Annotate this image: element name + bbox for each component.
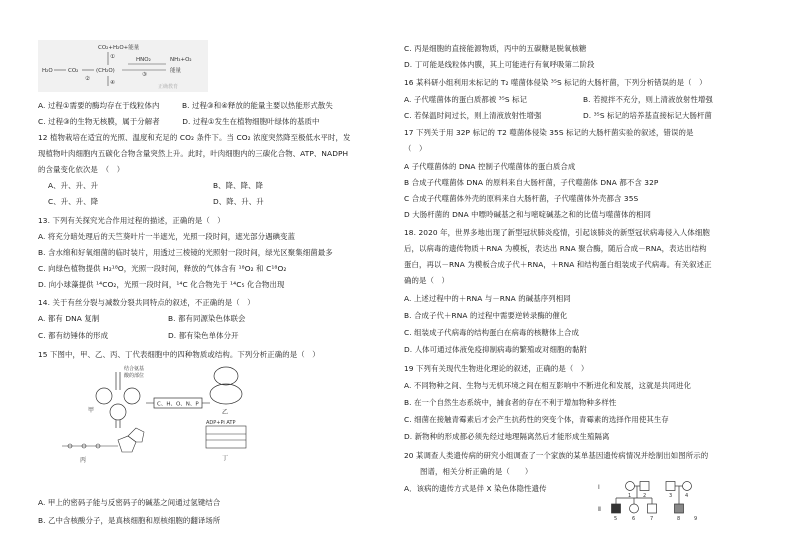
site-label-line2: 酸的部位 (124, 373, 145, 379)
adp-atp-label: ADP+Pi ATP (206, 420, 236, 426)
fig-watermark: 正确教育 (158, 84, 179, 90)
fig-label-hno2: HNO₂ (136, 57, 151, 63)
elements-label: C、H、O、N、P (157, 401, 199, 408)
q19-option-a: A. 不同物种之间、生物与无机环境之间在相互影响中不断进化和发展，这就是共同进化 (404, 381, 692, 390)
label-yi: 乙 (222, 409, 229, 416)
q18-option-b: B. 合成子代＋RNA 的过程中需要逆转录酶的催化 (404, 311, 568, 320)
q18-stem-line3: 蛋白，再以－RNA 为模板合成子代＋RNA，＋RNA 和结构蛋白组装成子代病毒。有关叙述正 (404, 260, 712, 269)
q17-option-b: B 合成子代噬菌体 DNA 的原料来自大肠杆菌，子代噬菌体 DNA 都不含 32P (404, 178, 659, 187)
q18-option-c: C. 组装成子代病毒的结构蛋白在病毒的核糖体上合成 (404, 328, 579, 337)
site-label-line1: 结合氨基 (124, 366, 145, 372)
q17-paren: （ ） (404, 144, 427, 153)
pedigree-num-6: 6 (632, 516, 636, 522)
pedigree-num-8: 8 (677, 516, 681, 522)
pedigree-num-2: 2 (643, 493, 647, 499)
fig-label-h2o: H₂O (42, 68, 53, 74)
q19-option-c: C. 细菌在接触青霉素后才会产生抗药性的突变个体，青霉素的选择作用使其生存 (404, 415, 669, 424)
metabolism-figure (38, 40, 208, 92)
pedigree-female-1 (626, 482, 635, 491)
fig-label-co2: CO₂ (68, 68, 79, 74)
pedigree-gen-1-label: Ⅰ (598, 484, 600, 491)
fig-step-4: ④ (110, 80, 115, 86)
q12-stem-line3: 的含量变化依次是 （ ） (38, 165, 125, 174)
pedigree-num-5: 5 (614, 516, 618, 522)
q20-stem-line1: 20 某调查人类遗传病的研究小组调查了一个家族的某单基因遗传病情况并绘制出如图所示的 (404, 451, 709, 460)
q18-option-d: D. 人体可通过体液免疫抑制病毒的繁殖或对细胞的黏附 (404, 345, 587, 354)
pedigree-male-3 (666, 482, 675, 491)
q13-option-a: A. 将充分暗处理后的天竺葵叶片一半遮光，光照一段时间，遮光部分遇碘变蓝 (38, 232, 296, 241)
pedigree-male-8 (675, 504, 684, 513)
pedigree-chart (596, 478, 706, 530)
q16-option-b: B. 若搅拌不充分，则上清液放射性增强 (583, 95, 713, 104)
fig-label-energy: 能量 (170, 68, 182, 74)
pedigree-num-4: 4 (685, 493, 689, 499)
fig-label-co2h2o-energy: CO₂+H₂O+能量 (98, 45, 140, 51)
q18-stem-line1: 18. 2020 年，世界多地出现了新型冠状肺炎疫情，引起该肺炎的新型冠状病毒侵入人体细胞 (404, 228, 710, 237)
fig-label-nh3o2: NH₃+O₂ (170, 57, 192, 63)
label-ding: 丁 (222, 455, 229, 462)
fig-step-2: ② (85, 76, 90, 82)
pedigree-num-1: 1 (628, 493, 632, 499)
q13-stem: 13. 下列有关探究光合作用过程的描述，正确的是（ ） (38, 216, 225, 225)
q17-option-c: C 合成子代噬菌体外壳的原料来自大肠杆菌，子代噬菌体外壳都含 35S (404, 194, 639, 203)
q17-stem: 17 下列关于用 32P 标记的 T2 噬菌体侵染 35S 标记的大肠杆菌实验的叙述，错误的是 (404, 128, 694, 137)
q15-figure (58, 364, 288, 464)
q15-option-a: A. 甲上的密码子能与反密码子的碱基之间通过氢键结合 (38, 498, 221, 507)
q15-option-c: C. 丙是细胞的直接能源物质，丙中的五碳糖是脱氧核糖 (404, 44, 587, 53)
fig-label-ch2o: (CH₂O) (96, 68, 115, 74)
q17-option-d: D 大肠杆菌的 DNA 中嘌呤碱基之和与嘧啶碱基之和的比值与噬菌体的相同 (404, 210, 651, 219)
q13-option-b: B. 含水绵和好氧细菌的临时装片，用透过三棱镜的光照射一段时间，绿光区聚集细菌最多 (38, 248, 333, 257)
label-bing: 丙 (80, 457, 87, 464)
fig-step-1: ① (110, 54, 115, 60)
pedigree-num-9: 9 (694, 516, 698, 522)
q16-option-d: D. ³⁵S 标记的培养基直接标记大肠杆菌 (583, 111, 712, 120)
q14-option-c: C. 都有纺锤体的形成 (38, 331, 109, 340)
q12-option-c: C、升、升、降 (48, 197, 99, 206)
pedigree-gen-2-label: Ⅱ (598, 506, 601, 513)
q15-option-b: B. 乙中含核酸分子，是真核细胞和原核细胞的翻译场所 (38, 516, 221, 525)
q12-option-b: B、降、降、降 (213, 181, 264, 190)
q19-option-b: B. 在一个自然生态系统中，捕食者的存在不利于增加物种多样性 (404, 398, 617, 407)
q13-option-c: C. 向绿色植物提供 H₂¹⁸O，光照一段时间，释放的气体含有 ¹⁸O₂ 和 C¹⁸O₂ (38, 264, 287, 273)
atp-structure (62, 428, 144, 452)
q14-option-b: B. 都有同源染色体联会 (168, 314, 246, 323)
q11-option-ab: A. 过程①需要的酶均存在于线粒体内 B. 过程③和④释放的能量主要以热能形式散失 (38, 101, 333, 110)
q20-stem-line2: 图谱，相关分析正确的是（ ） (420, 467, 533, 476)
q18-stem-line2: 后，以病毒的遗传物质＋RNA 为模板，表达出 RNA 聚合酶，随后合成－RNA，表达出结构 (404, 244, 707, 253)
q19-option-d: D. 新物种的形成都必须先经过地理隔离然后才能形成生殖隔离 (404, 432, 610, 441)
pedigree-male-5 (612, 504, 621, 513)
q14-option-d: D. 都有染色单体分开 (168, 331, 239, 340)
ribosome-structure (210, 367, 242, 404)
label-jia: 甲 (88, 407, 95, 414)
q20-option-a: A．该病的遗传方式是伴 X 染色体隐性遗传 (404, 484, 547, 493)
q12-option-d: D、降、升、升 (213, 197, 264, 206)
q15-option-d: D. 丁可能是线粒体内膜，其上可能进行有氧呼吸第二阶段 (404, 60, 595, 69)
q12-stem-line2: 现植物叶肉细胞内五碳化合物含量突然上升。此时，叶肉细胞内的三碳化合物、ATP、NADPH (38, 149, 349, 158)
q12-stem-line1: 12 植物栽培在适宜的光照、温度和充足的 CO₂ 条件下。当 CO₂ 浓度突然降至极低水平时，发 (38, 133, 351, 142)
q16-stem: 16 某科研小组利用未标记的 T₂ 噬菌体侵染 ³⁵S 标记的大肠杆菌，下列分析错误的是（ ） (404, 78, 707, 87)
q11-option-cd: C. 过程③的生物无核膜，属于分解者 D. 过程①发生在植物细胞叶绿体的基质中 (38, 117, 320, 126)
fig-step-3: ③ (142, 72, 147, 78)
pedigree-female-4 (683, 482, 692, 491)
q15-stem: 15 下图中，甲、乙、丙、丁代表细胞中的四种物质或结构。下列分析正确的是（ ） (38, 350, 320, 359)
q12-option-a: A、升、升、升 (48, 181, 99, 190)
q19-stem: 19 下列有关现代生物进化理论的叙述，正确的是（ ） (404, 364, 589, 373)
pedigree-num-3: 3 (669, 493, 673, 499)
q16-option-a: A. 子代噬菌体的蛋白质都被 ³⁵S 标记 (404, 95, 528, 104)
trna-structure (96, 372, 140, 428)
q18-option-a: A. 上述过程中的＋RNA 与－RNA 的碱基序列相同 (404, 294, 571, 303)
q16-option-c: C. 若保温时间过长，则上清液放射性增强 (404, 111, 542, 120)
q14-stem: 14. 关于有丝分裂与减数分裂共同特点的叙述，不正确的是（ ） (38, 298, 255, 307)
q13-option-d: D. 向小球藻提供 ¹⁴CO₂，光照一段时间，¹⁴C 化合物先于 ¹⁴C₅ 化合物出现 (38, 280, 285, 289)
q17-option-a: A 子代噬菌体的 DNA 控制子代噬菌体的蛋白质合成 (404, 162, 576, 171)
pedigree-num-7: 7 (650, 516, 654, 522)
pedigree-female-6 (630, 504, 639, 513)
pedigree-male-2 (640, 482, 649, 491)
q18-stem-line4: 确的是（ ） (404, 276, 449, 285)
q14-option-a: A. 都有 DNA 复制 (38, 314, 100, 323)
membrane-structure (206, 426, 246, 448)
pedigree-male-7 (648, 504, 657, 513)
